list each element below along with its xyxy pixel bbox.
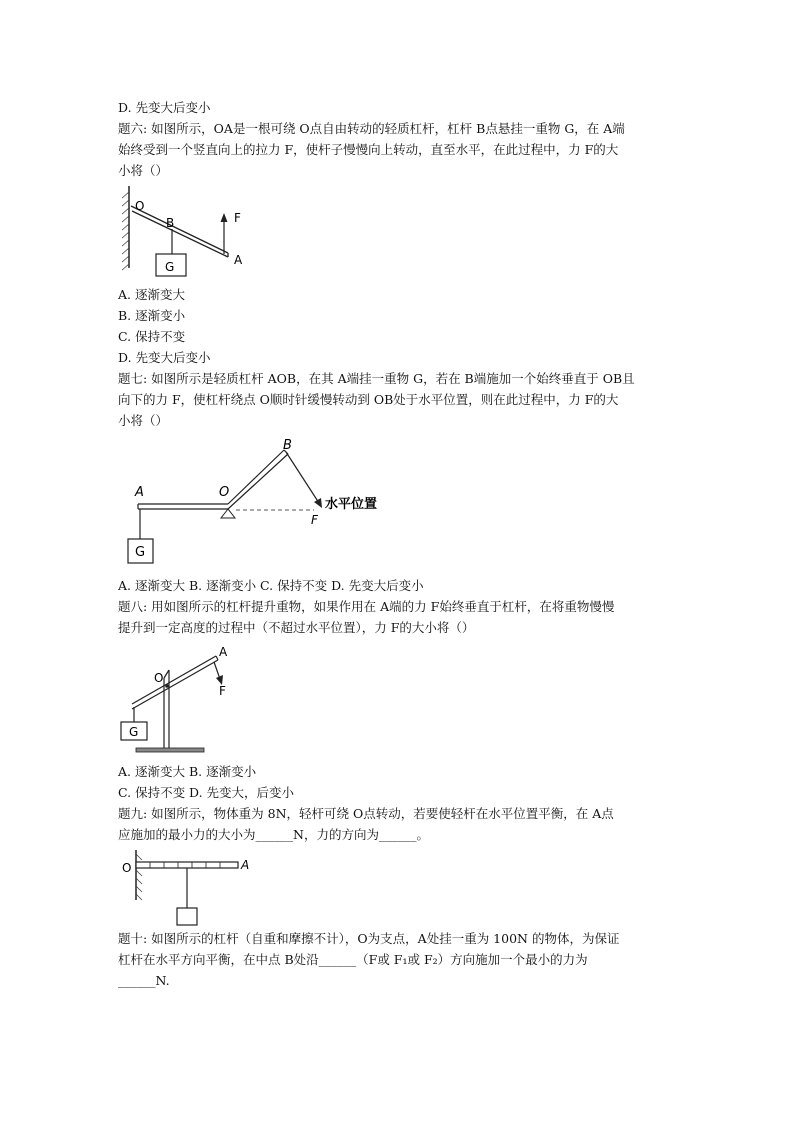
q8-label-a: A: [219, 645, 228, 659]
q7-label-g: G: [135, 545, 146, 560]
q6-label-o: O: [135, 199, 145, 213]
q9-figure: [118, 848, 258, 928]
q8-label-f: F: [219, 684, 226, 698]
q9-label-a: A: [241, 858, 250, 872]
q6-stem-line3: 小将（）: [118, 163, 169, 178]
q8-stem-line1: 题八: 用如图所示的杠杆提升重物，如果作用在 A端的力 F始终垂直于杠杆，在将重物慢慢: [118, 599, 615, 614]
q5-option-d: D. 先变大后变小: [118, 100, 211, 115]
q7-stem-line2: 向下的力 F，使杠杆绕点 O顺时针缓慢转动到 OB处于水平位置，则在此过程中，力 F的大: [118, 392, 619, 407]
q7-label-o: O: [219, 485, 230, 500]
q6-stem-line2: 始终受到一个竖直向上的拉力 F，使杆子慢慢向上转动，直至水平，在此过程中，力 F的大: [118, 142, 619, 157]
q7-label-b: B: [283, 438, 292, 453]
q6-option-d: D. 先变大后变小: [118, 350, 211, 365]
q6-label-a: A: [234, 253, 243, 267]
q9-stem-line2: 应施加的最小力的大小为______N，力的方向为______。: [118, 827, 429, 842]
q9-label-o: O: [122, 861, 132, 875]
q10-stem-line1: 题十: 如图所示的杠杆（自重和摩擦不计），O为支点，A处挂一重为 100N 的物体，为保证: [118, 931, 620, 946]
q7-options: A. 逐渐变大 B. 逐渐变小 C. 保持不变 D. 先变大后变小: [118, 578, 424, 593]
q7-figure: [118, 436, 408, 570]
q6-option-b: B. 逐渐变小: [118, 308, 186, 323]
q8-label-o: O: [154, 671, 164, 685]
q10-stem-line3: ______N.: [118, 973, 170, 988]
q6-figure: [118, 184, 258, 280]
q6-label-g: G: [165, 260, 175, 274]
q6-option-c: C. 保持不变: [118, 329, 186, 344]
q10-stem-line2: 杠杆在水平方向平衡，在中点 B处沿______（F或 F₁或 F₂）方向施加一个最小的力为: [118, 952, 588, 967]
q6-option-a: A. 逐渐变大: [118, 287, 185, 302]
q6-stem-line1: 题六: 如图所示，OA是一根可绕 O点自由转动的轻质杠杆，杠杆 B点悬挂一重物 G，在 A端: [118, 121, 625, 136]
q6-label-f: F: [234, 211, 241, 225]
q8-label-g: G: [129, 725, 139, 739]
q7-label-a: A: [135, 485, 144, 500]
q8-options-line1: A. 逐渐变大 B. 逐渐变小: [118, 764, 257, 779]
q7-label-horizontal: 水平位置: [325, 497, 378, 512]
q7-stem-line1: 题七: 如图所示是轻质杠杆 AOB，在其 A端挂一重物 G，若在 B端施加一个始终垂直于 OB且: [118, 371, 635, 386]
q7-label-f: F: [311, 513, 318, 527]
q8-stem-line2: 提升到一定高度的过程中（不超过水平位置），力 F的大小将（）: [118, 620, 475, 635]
q8-figure: [118, 642, 248, 758]
q8-options-line2: C. 保持不变 D. 先变大，后变小: [118, 785, 295, 800]
q6-label-b: B: [166, 216, 175, 230]
q7-stem-line3: 小将（）: [118, 413, 169, 428]
q9-stem-line1: 题九: 如图所示，物体重为 8N，轻杆可绕 O点转动，若要使轻杆在水平位置平衡，在 A点: [118, 806, 614, 821]
